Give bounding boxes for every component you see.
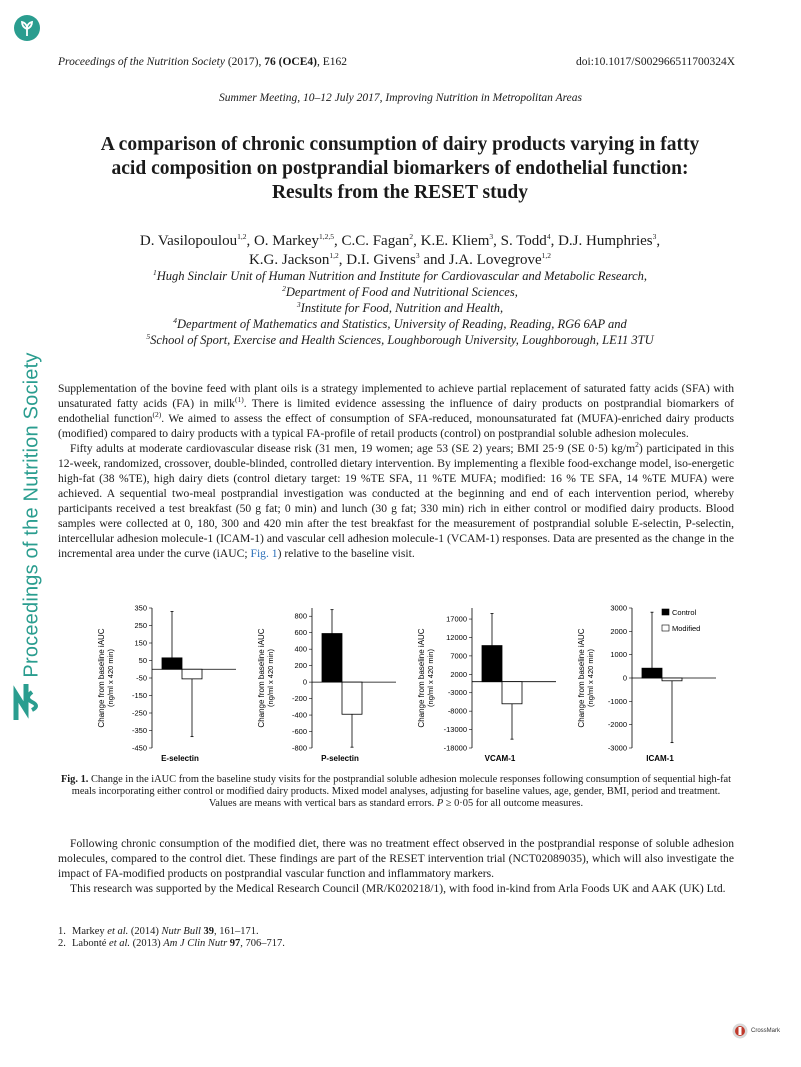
author-name: O. Markey: [253, 233, 319, 249]
reference-etal: et al.: [107, 926, 129, 937]
y-tick-label: -3000: [447, 688, 467, 698]
y-axis-label: Change from baseline iAUC: [417, 628, 426, 728]
affiliation-num: 5: [146, 331, 151, 341]
y-tick-label: 1000: [610, 650, 627, 660]
author-sup: 3: [489, 232, 494, 241]
affiliation-num: 4: [173, 315, 178, 325]
author-name: S. Todd: [500, 233, 547, 249]
y-tick-label: 7000: [450, 651, 467, 661]
y-axis-label: Change from baseline iAUC: [257, 628, 266, 728]
y-tick-label: 600: [294, 628, 307, 638]
reference-authors: Markey: [72, 926, 108, 937]
author-separator: ,: [246, 233, 254, 249]
abstract-body: Supplementation of the bovine feed with plant oils is a strategy implemented to achieve partial replacement of saturated fatty acids (SFA) with unsaturated fatty acids (FA) in milk$^{(1)}$. There is limited evidence assessing the influence of dairy products on postprandial biomarkers of endothelial function$^{(2)}$. We aimed to assess the effect of consumption of SFA-reduced, monounsaturated fat (MUFA)-enriched dairy products (modified) compared to dairy products with a typical FA-profile of retail products (control) on postprandial soluble adhesion molecules. Fifty adults at moderate cardiovascular disease risk (31 men, 19 women; age 53 (SE 2) years; BMI 25·9 (SE 0·5) $kg/m^2$) participated in this 12-week, randomized, crossover, double-blinded, controlled dietary intervention. By implementing a flexible food-exchange model, iso-energetic high-fat (38 %TE), high dairy diets (control dietary target: 19 %TE SFA, 11 %TE MUFA; modified: 16 % TE SFA, 14 %TE MUFA) were achieved. A sequential two-meal postprandial investigation was conducted at the beginning and end of each intervention period, whereby participants received a test breakfast (50 g fat; 0 min) and lunch (30 g fat; 330 min) rich in either control or modified dairy products. Blood samples were collected at 0, 180, 300 and 420 min after the test breakfast for the measurement of postprandial soluble E-selectin, P-selectin, intercellular adhesion molecule-1 (ICAM-1) and vascular cell adhesion molecule-1 (VCAM-1) responses. Data are presented as the change in the incremental area under the curve (iAUC; Fig. 1) relative to the baseline visit.: [58, 382, 735, 560]
affiliation-text: Department of Food and Nutritional Sciences,: [285, 285, 518, 299]
y-tick-label: -8000: [447, 706, 467, 716]
y-tick-label: 12000: [446, 632, 467, 642]
crossmark-label: CrossMark: [751, 1028, 781, 1034]
results-conclusion: Following chronic consumption of the modified diet, there was no treatment effect observed in the postprandial response of soluble adhesion molecules, compared to the control diet. These findings are part of the RESET intervention trial (NCT02089035), which will also investigate the impact of FA-modified products on postprandial vascular function and inflammatory markers. This research was supported by the Medical Research Council (MR/K020218/1), with food in-kind from Arla Foods UK and AAK (UK) Ltd.: [58, 837, 734, 895]
affiliation-text: Institute for Food, Nutrition and Health,: [300, 301, 504, 315]
author-sup: 3: [652, 232, 657, 241]
chart-title: VCAM-1: [484, 754, 516, 763]
chart-panel: [577, 604, 716, 764]
legend-label: Control: [672, 608, 697, 617]
y-axis-label: Change from baseline iAUC: [97, 628, 106, 728]
author-separator: and: [419, 252, 449, 268]
reference-year: (2014): [128, 926, 162, 937]
modified-bar: [342, 682, 362, 714]
modified-bar: [502, 682, 522, 704]
author-name: D.J. Humphries: [558, 233, 653, 249]
affiliation-num: 1: [152, 267, 157, 277]
affiliation: [60, 316, 740, 332]
author-sup: 1,2,5: [318, 232, 334, 241]
control-bar: [482, 646, 502, 682]
reference-pages: , 161–171.: [214, 926, 259, 937]
control-bar: [642, 668, 662, 678]
reference-authors: Labonté: [72, 938, 110, 949]
legend-label: Modified: [672, 624, 701, 633]
author-separator: ,: [333, 233, 342, 249]
y-tick-label: 200: [294, 661, 307, 671]
crossmark-icon: [732, 1023, 748, 1039]
y-tick-label: 400: [294, 644, 307, 654]
affiliation: [60, 332, 740, 348]
author-separator: ,: [656, 233, 661, 249]
control-bar: [322, 634, 342, 683]
legend-swatch: [662, 609, 669, 615]
chart-title: P-selectin: [321, 754, 359, 763]
y-tick-label: 0: [622, 673, 627, 683]
reference-volume: 39: [200, 926, 215, 937]
y-axis-label: (ng/ml x 420 min): [586, 649, 595, 707]
author-sup: 3: [415, 251, 420, 260]
reference-num: 2.: [58, 938, 66, 949]
author-separator: ,: [338, 252, 347, 268]
chart-panel: [417, 608, 556, 763]
y-tick-label: 2000: [610, 626, 627, 636]
y-axis-label: (ng/ml x 420 min): [426, 649, 435, 707]
y-axis-label: Change from baseline iAUC: [577, 628, 586, 728]
affiliation-text: School of Sport, Exercise and Health Sciences, Loughborough University, Loughborough, LE11 3TU: [150, 333, 654, 347]
y-tick-label: -50: [136, 673, 147, 683]
fig1-link[interactable]: Fig. 1: [250, 547, 278, 560]
legend-swatch: [662, 625, 669, 631]
author-name: J.A. Lovegrove: [448, 252, 542, 268]
y-tick-label: 150: [134, 638, 147, 648]
reference-journal: Am J Clin Nutr: [163, 938, 228, 949]
affiliation: [60, 300, 740, 316]
control-bar: [162, 658, 182, 669]
author-sup: 1,2: [329, 251, 339, 260]
journal-citation: Proceedings of the Nutrition Society (2017), 76 (OCE4), E162: [58, 56, 347, 68]
reference-volume: 97: [227, 938, 241, 949]
chart-title: E-selectin: [161, 754, 199, 763]
author-sup: 4: [546, 232, 551, 241]
figure-caption: Fig. 1. Change in the iAUC from the baseline study visits for the postprandial soluble adhesion molecule responses following consumption of sequential high-fat meals incorporating either control or modified dairy products. Mixed model analyses, adjusting for baseline values, age, gender, BMI, period and treatment. Values are means with vertical bars as standard errors. P ≥ 0·05 for all outcome measures.: [60, 774, 732, 809]
y-tick-label: 50: [138, 656, 147, 665]
meeting-line: Summer Meeting, 10–12 July 2017, Improving Nutrition in Metropolitan Areas: [219, 92, 582, 104]
author-separator: ,: [493, 233, 501, 249]
page-title: A comparison of chronic consumption of dairy products varying in fatty acid composition on postprandial biomarkers of endothelial function: Results from the RESET study: [100, 134, 700, 203]
author-separator: ,: [413, 233, 421, 249]
affiliation: [60, 284, 740, 300]
crossmark-badge[interactable]: [732, 1023, 780, 1039]
y-tick-label: 3000: [610, 603, 627, 613]
y-tick-label: -450: [131, 743, 147, 753]
y-tick-label: -18000: [443, 743, 467, 753]
reference-etal: et al.: [109, 938, 131, 949]
reference-num: 1.: [58, 926, 66, 937]
reference-year: (2013): [130, 938, 164, 949]
author-name: D. Vasilopoulou: [139, 233, 238, 249]
author-sup: 2: [409, 232, 414, 241]
y-tick-label: -250: [131, 708, 147, 718]
y-tick-label: 800: [294, 611, 307, 621]
author-name: C.C. Fagan: [341, 233, 410, 249]
figure-1-charts: [90, 598, 730, 770]
doi[interactable]: doi:10.1017/S002966511700324X: [576, 56, 735, 68]
chart-title: ICAM-1: [646, 754, 674, 763]
affiliation-list: [60, 268, 740, 348]
affiliation-num: 2: [282, 283, 286, 293]
author-name: K.E. Kliem: [420, 233, 490, 249]
y-tick-label: -400: [291, 710, 307, 720]
y-tick-label: -3000: [607, 743, 627, 753]
y-tick-label: -150: [131, 691, 147, 700]
y-tick-label: 0: [302, 677, 307, 687]
reference-item: [58, 926, 285, 938]
y-tick-label: 2000: [450, 669, 467, 679]
affiliation-num: 3: [296, 299, 301, 309]
author-list: [60, 232, 740, 270]
affiliation: [60, 268, 740, 284]
affiliation-text: Hugh Sinclair Unit of Human Nutrition and Institute for Cardiovascular and Metabolic Research,: [156, 269, 648, 283]
author-sup: 1,2: [541, 251, 552, 260]
y-tick-label: -200: [291, 694, 307, 704]
author-separator: ,: [550, 233, 559, 249]
y-tick-label: -1000: [607, 696, 627, 706]
reference-pages: , 706–717.: [240, 938, 285, 949]
y-tick-label: 350: [134, 603, 147, 613]
reference-list: [58, 926, 285, 950]
reference-item: [58, 938, 285, 950]
author-sup: 1,2: [237, 232, 247, 241]
modified-bar: [662, 678, 682, 681]
affiliation-text: Department of Mathematics and Statistics, University of Reading, Reading, RG6 6AP and: [177, 317, 627, 331]
sidebar-journal-name: Proceedings of the Nutrition Society: [20, 352, 43, 678]
y-axis-label: (ng/ml x 420 min): [106, 649, 115, 707]
modified-bar: [182, 669, 202, 679]
chart-panel: [257, 608, 396, 763]
y-axis-label: (ng/ml x 420 min): [266, 649, 275, 707]
ns-logo-icon: [10, 680, 44, 724]
y-tick-label: 17000: [446, 614, 467, 624]
nutrition-society-logo-icon: [13, 14, 41, 42]
y-tick-label: -350: [131, 726, 147, 735]
y-tick-label: 250: [134, 621, 147, 630]
y-tick-label: -800: [291, 743, 307, 753]
y-tick-label: -13000: [443, 725, 467, 735]
author-name: D.I. Givens: [346, 252, 416, 268]
author-name: K.G. Jackson: [248, 252, 330, 268]
reference-journal: Nutr Bull: [161, 926, 201, 937]
y-tick-label: -2000: [607, 720, 627, 730]
y-tick-label: -600: [291, 727, 307, 737]
chart-panel: [97, 604, 236, 764]
